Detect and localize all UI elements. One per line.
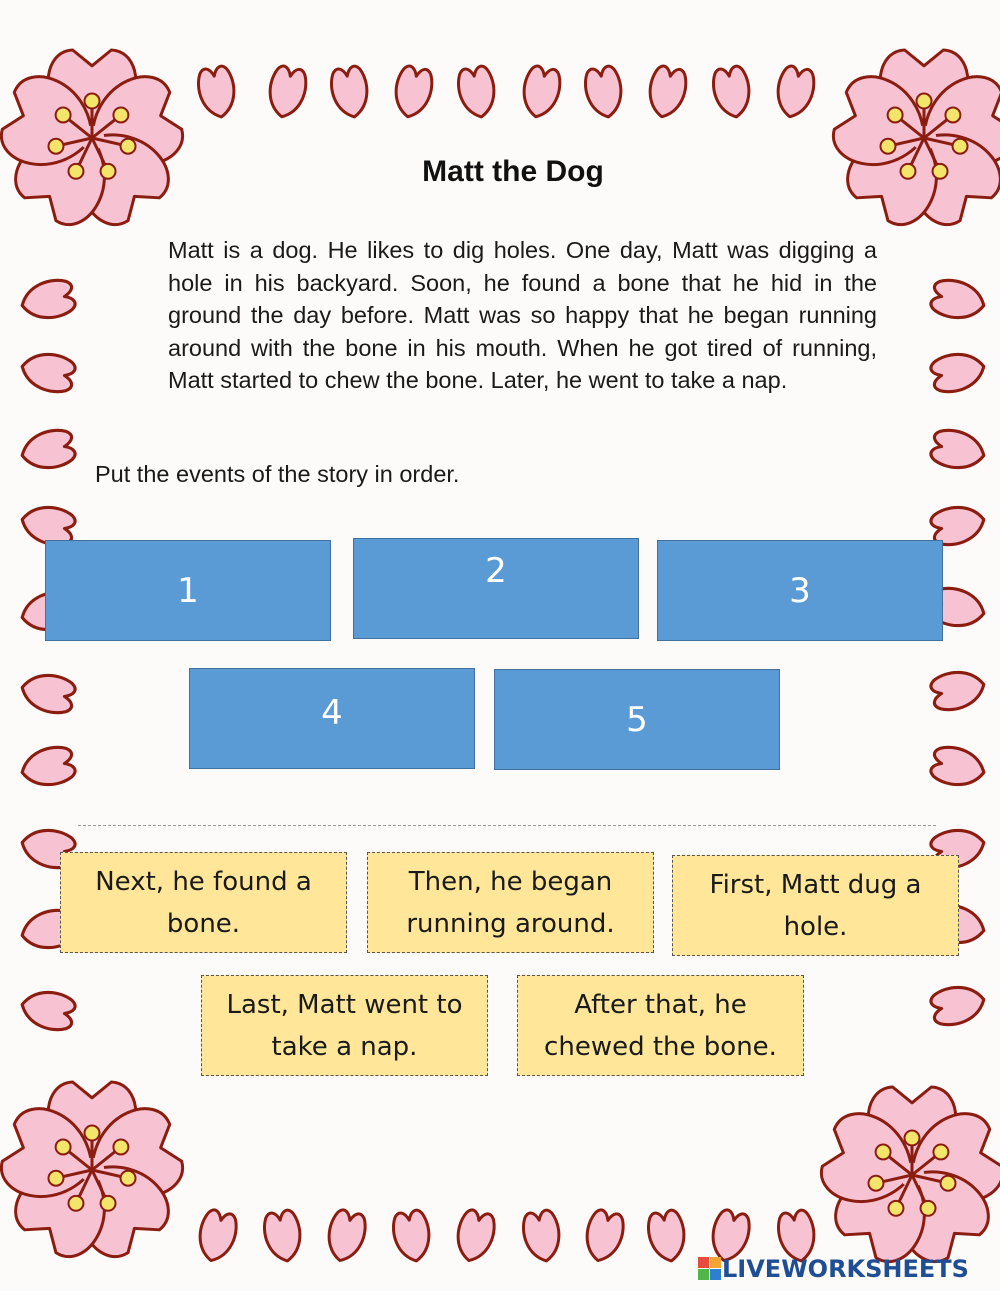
petal-icon bbox=[773, 64, 817, 120]
petal-icon bbox=[391, 64, 435, 120]
event-card[interactable]: Then, he began running around. bbox=[367, 852, 654, 953]
petal-icon bbox=[929, 667, 988, 713]
petal-icon bbox=[391, 1209, 434, 1264]
answer-slot-3[interactable]: 3 bbox=[657, 540, 943, 641]
petal-icon bbox=[646, 1209, 689, 1264]
cherry-blossom-icon bbox=[0, 50, 189, 235]
answer-slot-2[interactable]: 2 bbox=[353, 538, 639, 639]
event-card[interactable]: Next, he found a bone. bbox=[60, 852, 347, 953]
petal-icon bbox=[194, 1208, 240, 1265]
petal-icon bbox=[581, 1208, 627, 1265]
story-paragraph: Matt is a dog. He likes to dig holes. One day, Matt was digging a hole in his backyard. Soon, he found a bone that he hid in the ground the day before. Matt was so happy that he began running around with the bone in his mouth. When he got tired of running, Matt started to chew the bone. Later, he went to take a nap. bbox=[168, 237, 877, 393]
dashed-divider bbox=[78, 825, 936, 826]
petal-icon bbox=[18, 349, 77, 395]
petal-icon bbox=[18, 744, 77, 790]
logo-blocks-icon bbox=[698, 1257, 722, 1281]
petal-icon bbox=[929, 744, 988, 790]
event-card[interactable]: Last, Matt went to take a nap. bbox=[201, 975, 488, 1076]
cherry-blossom-icon bbox=[0, 1082, 189, 1267]
petal-icon bbox=[645, 64, 689, 120]
petal-icon bbox=[329, 65, 372, 120]
petal-icon bbox=[519, 64, 563, 120]
petal-icon bbox=[929, 982, 988, 1028]
petal-icon bbox=[521, 1209, 564, 1264]
petal-icon bbox=[196, 65, 239, 120]
event-card[interactable]: First, Matt dug a hole. bbox=[672, 855, 959, 956]
petal-icon bbox=[262, 1209, 305, 1264]
page-title: Matt the Dog bbox=[422, 155, 604, 188]
petal-icon bbox=[711, 65, 754, 120]
brand-name: LIVEWORKSHEETS bbox=[722, 1255, 969, 1283]
petal-icon bbox=[452, 1208, 498, 1265]
cherry-blossom-icon bbox=[827, 50, 1000, 235]
answer-slot-5[interactable]: 5 bbox=[494, 669, 780, 770]
petal-icon bbox=[18, 987, 77, 1033]
petal-icon bbox=[18, 427, 77, 473]
petal-icon bbox=[583, 65, 626, 120]
petal-icon bbox=[929, 427, 988, 473]
answer-slot-4[interactable]: 4 bbox=[189, 668, 475, 769]
event-card[interactable]: After that, he chewed the bone. bbox=[517, 975, 804, 1076]
petal-icon bbox=[456, 65, 499, 120]
petal-icon bbox=[18, 670, 77, 716]
petal-icon bbox=[265, 64, 309, 120]
cherry-blossom-icon bbox=[815, 1087, 1000, 1272]
petal-icon bbox=[18, 277, 77, 323]
liveworksheets-logo bbox=[698, 1254, 969, 1284]
petal-icon bbox=[929, 277, 988, 323]
petal-icon bbox=[323, 1208, 369, 1265]
instruction-text: Put the events of the story in order. bbox=[95, 461, 460, 487]
answer-slot-1[interactable]: 1 bbox=[45, 540, 331, 641]
petal-icon bbox=[929, 349, 988, 395]
